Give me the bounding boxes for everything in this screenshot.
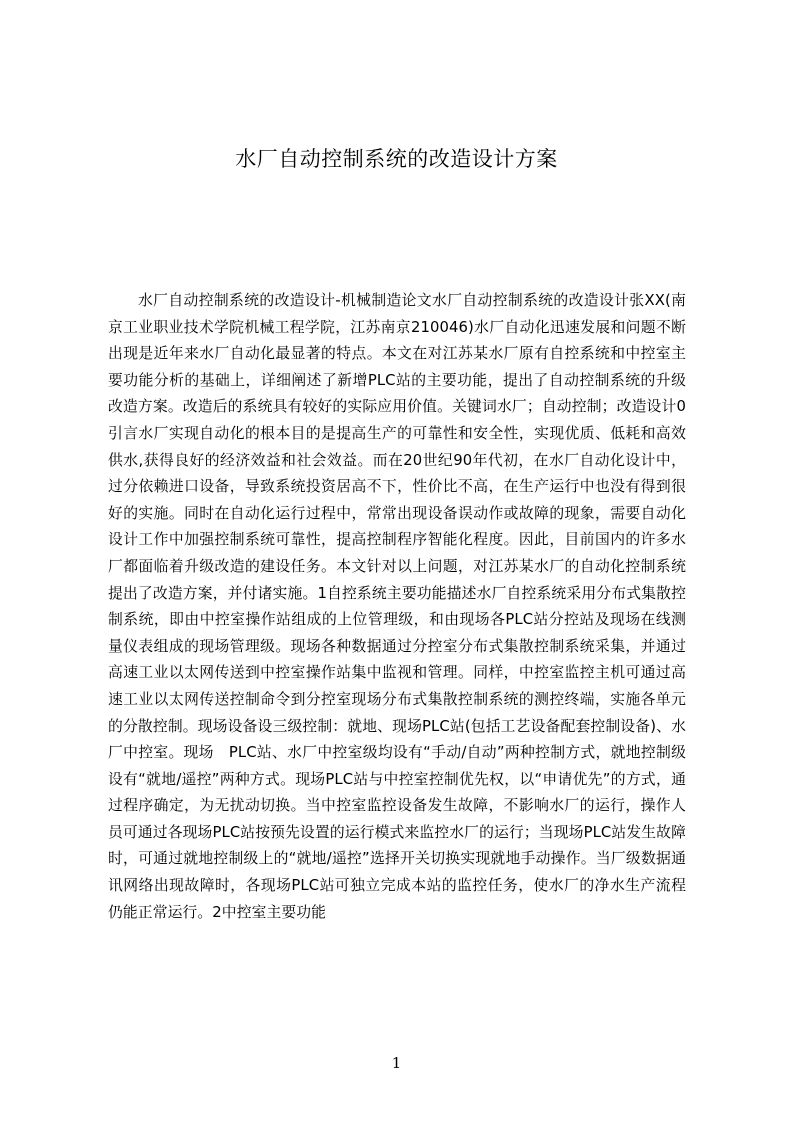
page-number: 1 [391, 1054, 402, 1072]
body-paragraph: 水厂自动控制系统的改造设计-机械制造论文水厂自动控制系统的改造设计张XX(南京工业职业技术学院机械工程学院，江苏南京210046)水厂自动化迅速发展和问题不断出现是近年来水厂自动化最显著的特点。本文在对江苏某水厂原有自控系统和中控室主要功能分析的基础上，详细阐述了新增PLC站的主要功能，提出了自动控制系统的升级改造方案。改造后的系统具有较好的实际应用价值。关键词水厂；自动控制；改造设计0引言水厂实现自动化的根本目的是提高生产的可靠性和安全性，实现优质、低耗和高效供水,获得良好的经济效益和社会效益。而在20世纪90年代初，在水厂自动化设计中，过分依赖进口设备，导致系统投资居高不下，性价比不高，在生产运行中也没有得到很好的实施。同时在自动化运行过程中，常常出现设备误动作或故障的现象，需要自动化设计工作中加强控制系统可靠性，提高控制程序智能化程度。因此，目前国内的许多水厂都面临着升级改造的建设任务。本文针对以上问题，对江苏某水厂的自动化控制系统提出了改造方案，并付诸实施。1自控系统主要功能描述水厂自控系统采用分布式集散控制系统，即由中控室操作站组成的上位管理级，和由现场各PLC站分控站及现场在线测量仪表组成的现场管理级。现场各种数据通过分控室分布式集散控制系统采集，并通过高速工业以太网传送到中控室操作站集中监视和管理。同样，中控室监控主机可通过高速工业以太网传送控制命令到分控室现场分布式集散控制系统的测控终端，实施各单元的分散控制。现场设备设三级控制：就地、现场PLC站(包括工艺设备配套控制设备)、水厂中控室。现场 PLC站、水厂中控室级均设有“手动/自动”两种控制方式，就地控制级设有“就地/遥控”两种方式。现场PLC站与中控室控制优先权，以“申请优先”的方式，通过程序确定，为无扰动切换。当中控室监控设备发生故障，不影响水厂的运行，操作人员可通过各现场PLC站按预先设置的运行模式来监控水厂的运行；当现场PLC站发生故障时，可通过就地控制级上的“就地/遥控”选择开关切换实现就地手动操作。当厂级数据通讯网络出现故障时，各现场PLC站可独立完成本站的监控任务，使水厂的净水生产流程仍能正常运行。2中控室主要功能 [108, 292, 686, 921]
document-title: 水厂自动控制系统的改造设计方案 [235, 147, 558, 171]
